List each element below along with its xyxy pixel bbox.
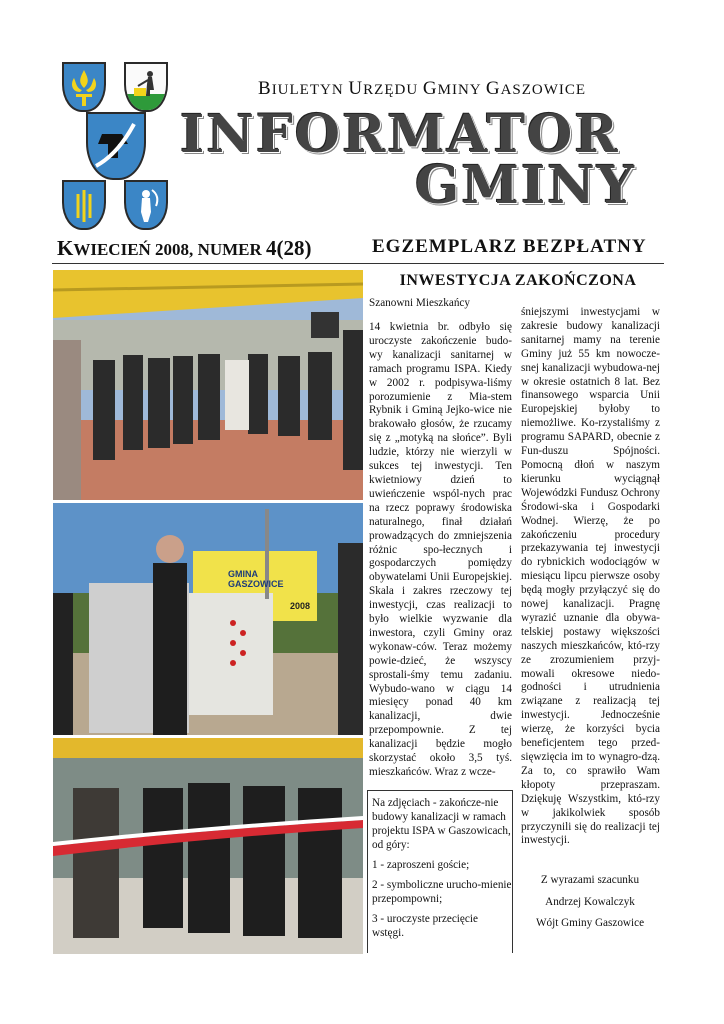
author-name: Andrzej Kowalczyk [545, 896, 635, 908]
photo-caption [367, 790, 512, 953]
author-role: Wójt Gminy Gaszowice [535, 917, 645, 929]
issue-date: KWIECIEŃ 2008, NUMER 4(28) [57, 236, 312, 260]
title-informator: INFORMATOR [180, 104, 620, 165]
crest-reaper [124, 180, 168, 230]
caption-divider [512, 790, 513, 953]
photo-ribbon-cutting [53, 738, 363, 954]
photo-pumping-station [53, 503, 363, 735]
article-column-1: 14 kwietnia br. odbyło się uroczyste zakończenie budo-wy kanalizacji sanitarnej w ramach programu ISPA. Kiedy w 2002 r. podpisywa-liśmy porozumienie z Mia-stem Rybnik i Gminą Jejko-wice nie brakowało głosów, że rzucamy się z „motyką na słońce”. Byli ludzie, którzy nie wierzyli w sukces tej inwestycji. Ten kwietniowy dzień to uwieńczenie wspól-nych prac na rzecz poprawy środowiska naturalnego, finał działań prowadzących do zmniejszenia różnic spo-łecznych i gospodarczych pomiędzy obywatelami Unii Europejskiej. Skala i zakres rzeczowy tej inwestycji, czas realizacji to było wielkie wyzwanie dla inwestora, czyli Gminy oraz wykonaw-ców. Teraz możemy powie-dzieć, że wszyscy sprostali-śmy temu zadaniu. Wybudo-wano w ciągu 14 miesięcy ponad 40 km kanalizacji, dwie przepompownie. Z tej kanalizacji będzie mogło skorzystać około 3,5 tyś. mieszkańców. Wraz z wcze- [369, 321, 512, 778]
photo-guests [53, 270, 363, 500]
caption-item-2: 2 - symboliczne urucho-mienie przepompowni; [372, 879, 512, 905]
bulletin-name: BIULETYN URZĘDU GMINY GASZOWICE [258, 78, 587, 99]
free-copy-label: EGZEMPLARZ BEZPŁATNY [372, 236, 647, 257]
crest-farmer [124, 62, 168, 112]
title-gminy: GMINY [415, 155, 636, 216]
closing-line: Z wyrazami szacunku [540, 874, 640, 886]
article-column-2: śniejszymi inwestycjami w zakresie budowy kanalizacji sanitarnej mamy na terenie Gminy już 55 km nowocze-snej kanalizacji wybudowa-nej w okresie ostatnich 8 lat. Bez finansowego wsparcia Unii Europejskiej byłoby to niemożliwe. Ko-rzystaliśmy z programu SAPARD, obecnie z Fun-duszu Spójności. Pomocną dłoń w naszym kierunku wyciągnął Wojewódzki Fundusz Ochrony Środowi-ska i Gospodarki Wodnej. Wierzę, że po zakończeniu procedury przekazywania tej inwestycji do rybnickich wodociągów w miesiącu lipcu pierwsze osoby będą mogły przyłączyć się do nowej kanalizacji. Pragnę wyrazić uznanie dla obywa-telskiej postawy większości naszych mieszkańców, któ-rzy ze zrozumieniem przyj-mowali okresowe niedo-godności i utrudnienia związane z realizacją tej inwestycji. Jednocześnie wierzę, że korzyści bycia beneficjentem tego przed-sięwzięcia im to wynagro-dzą. Za to, co sprawiło Wam kłopoty przepraszam. Dziękuję Wszystkim, któ-rzy w jakikolwiek sposób przyczynili się do realizacji tej inwestycji. [521, 306, 660, 847]
caption-item-1: 1 - zaproszeni goście; [372, 859, 470, 871]
header-divider [52, 263, 664, 264]
crest-main-anvil [86, 112, 146, 180]
sign-year: 2008 [290, 601, 311, 611]
article-headline: INWESTYCJA ZAKOŃCZONA [399, 272, 637, 289]
crest-fleur-de-lis [62, 62, 106, 112]
crest-wheat [62, 180, 106, 230]
caption-intro: Na zdjęciach - zakończe-nie budowy kanalizacji w ramach projektu ISPA w Gaszowicach, od góry: [372, 797, 511, 851]
sign-gmina: GMINA GASZOWICE [228, 569, 284, 589]
article-greeting: Szanowni Mieszkańcy [369, 297, 470, 309]
caption-item-3: 3 - uroczyste przecięcie wstęgi. [372, 913, 478, 939]
